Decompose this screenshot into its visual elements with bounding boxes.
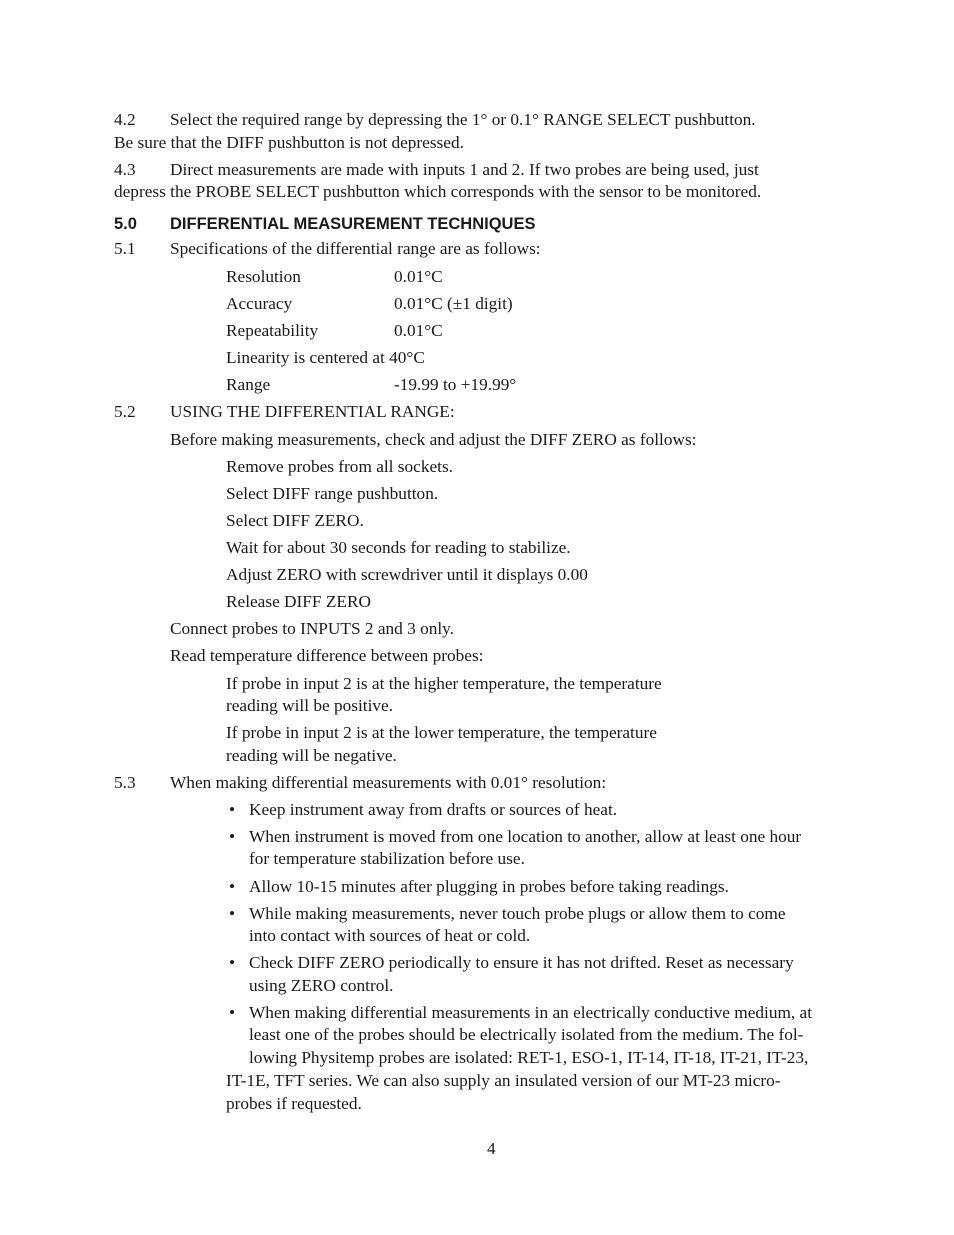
page-number: 4 [487,1139,496,1158]
bullet-continuation: probes if requested. [226,1094,362,1113]
bullet-icon: • [229,904,236,923]
section-number-4-2: 4.2 [114,110,136,129]
read-instruction: Read temperature difference between probes: [170,646,484,665]
higher-temp-line-1: If probe in input 2 is at the higher temperature, the temperature [226,674,662,693]
section-heading: DIFFERENTIAL MEASUREMENT TECHNIQUES [170,215,536,233]
section-4-2-line-1: Select the required range by depressing the 1° or 0.1° RANGE SELECT pushbutton. [170,110,756,129]
spec-value: 0.01°C [394,321,443,340]
spec-label: Resolution [226,267,301,286]
bullet-icon: • [229,800,236,819]
zero-step: Wait for about 30 seconds for reading to stabilize. [226,538,571,557]
bullet-text: for temperature stabilization before use. [249,849,525,868]
bullet-icon: • [229,877,236,896]
bullet-text: Check DIFF ZERO periodically to ensure it has not drifted. Reset as necessary [249,953,794,972]
bullet-icon: • [229,827,236,846]
zero-step: Select DIFF range pushbutton. [226,484,439,503]
section-number-5-1: 5.1 [114,239,136,258]
section-5-2-before: Before making measurements, check and adjust the DIFF ZERO as follows: [170,430,697,449]
spec-label: Repeatability [226,321,319,340]
connect-instruction: Connect probes to INPUTS 2 and 3 only. [170,619,454,638]
section-4-3-line-2: depress the PROBE SELECT pushbutton which corresponds with the sensor to be monitored. [114,182,762,201]
spec-label: Range [226,375,271,394]
section-number-5-3: 5.3 [114,773,136,792]
zero-step: Release DIFF ZERO [226,592,371,611]
section-5-3-intro: When making differential measurements with 0.01° resolution: [170,773,607,792]
bullet-continuation: IT-1E, TFT series. We can also supply an insulated version of our MT-23 micro- [226,1071,781,1090]
lower-temp-line-1: If probe in input 2 is at the lower temperature, the temperature [226,723,657,742]
bullet-icon: • [229,1003,236,1022]
lower-temp-line-2: reading will be negative. [226,746,397,765]
bullet-text: While making measurements, never touch probe plugs or allow them to come [249,904,786,923]
spec-label: Linearity is centered at 40°C [226,348,425,367]
spec-value: 0.01°C (±1 digit) [394,294,513,313]
section-4-3-line-1: Direct measurements are made with inputs 1 and 2. If two probes are being used, just [170,160,759,179]
section-4-2-line-2: Be sure that the DIFF pushbutton is not depressed. [114,133,464,152]
zero-step: Select DIFF ZERO. [226,511,364,530]
section-5-1-intro: Specifications of the differential range are as follows: [170,239,541,258]
section-number-5-2: 5.2 [114,402,136,421]
spec-value: -19.99 to +19.99° [394,375,517,394]
bullet-text: When instrument is moved from one location to another, allow at least one hour [249,827,802,846]
bullet-text: into contact with sources of heat or cold. [249,926,531,945]
bullet-icon: • [229,953,236,972]
bullet-text: Keep instrument away from drafts or sources of heat. [249,800,618,819]
spec-value: 0.01°C [394,267,443,286]
zero-step: Remove probes from all sockets. [226,457,454,476]
bullet-text: lowing Physitemp probes are isolated: RET-1, ESO-1, IT-14, IT-18, IT-21, IT-23, [249,1048,809,1067]
bullet-text: using ZERO control. [249,976,394,995]
zero-step: Adjust ZERO with screwdriver until it displays 0.00 [226,565,588,584]
higher-temp-line-2: reading will be positive. [226,696,394,715]
bullet-text: least one of the probes should be electrically isolated from the medium. The fol- [249,1025,804,1044]
heading-number-5-0: 5.0 [114,215,137,233]
spec-label: Accuracy [226,294,293,313]
bullet-text: When making differential measurements in an electrically conductive medium, at [249,1003,813,1022]
bullet-text: Allow 10-15 minutes after plugging in probes before taking readings. [249,877,729,896]
section-5-2-title: USING THE DIFFERENTIAL RANGE: [170,402,455,421]
section-number-4-3: 4.3 [114,160,136,179]
